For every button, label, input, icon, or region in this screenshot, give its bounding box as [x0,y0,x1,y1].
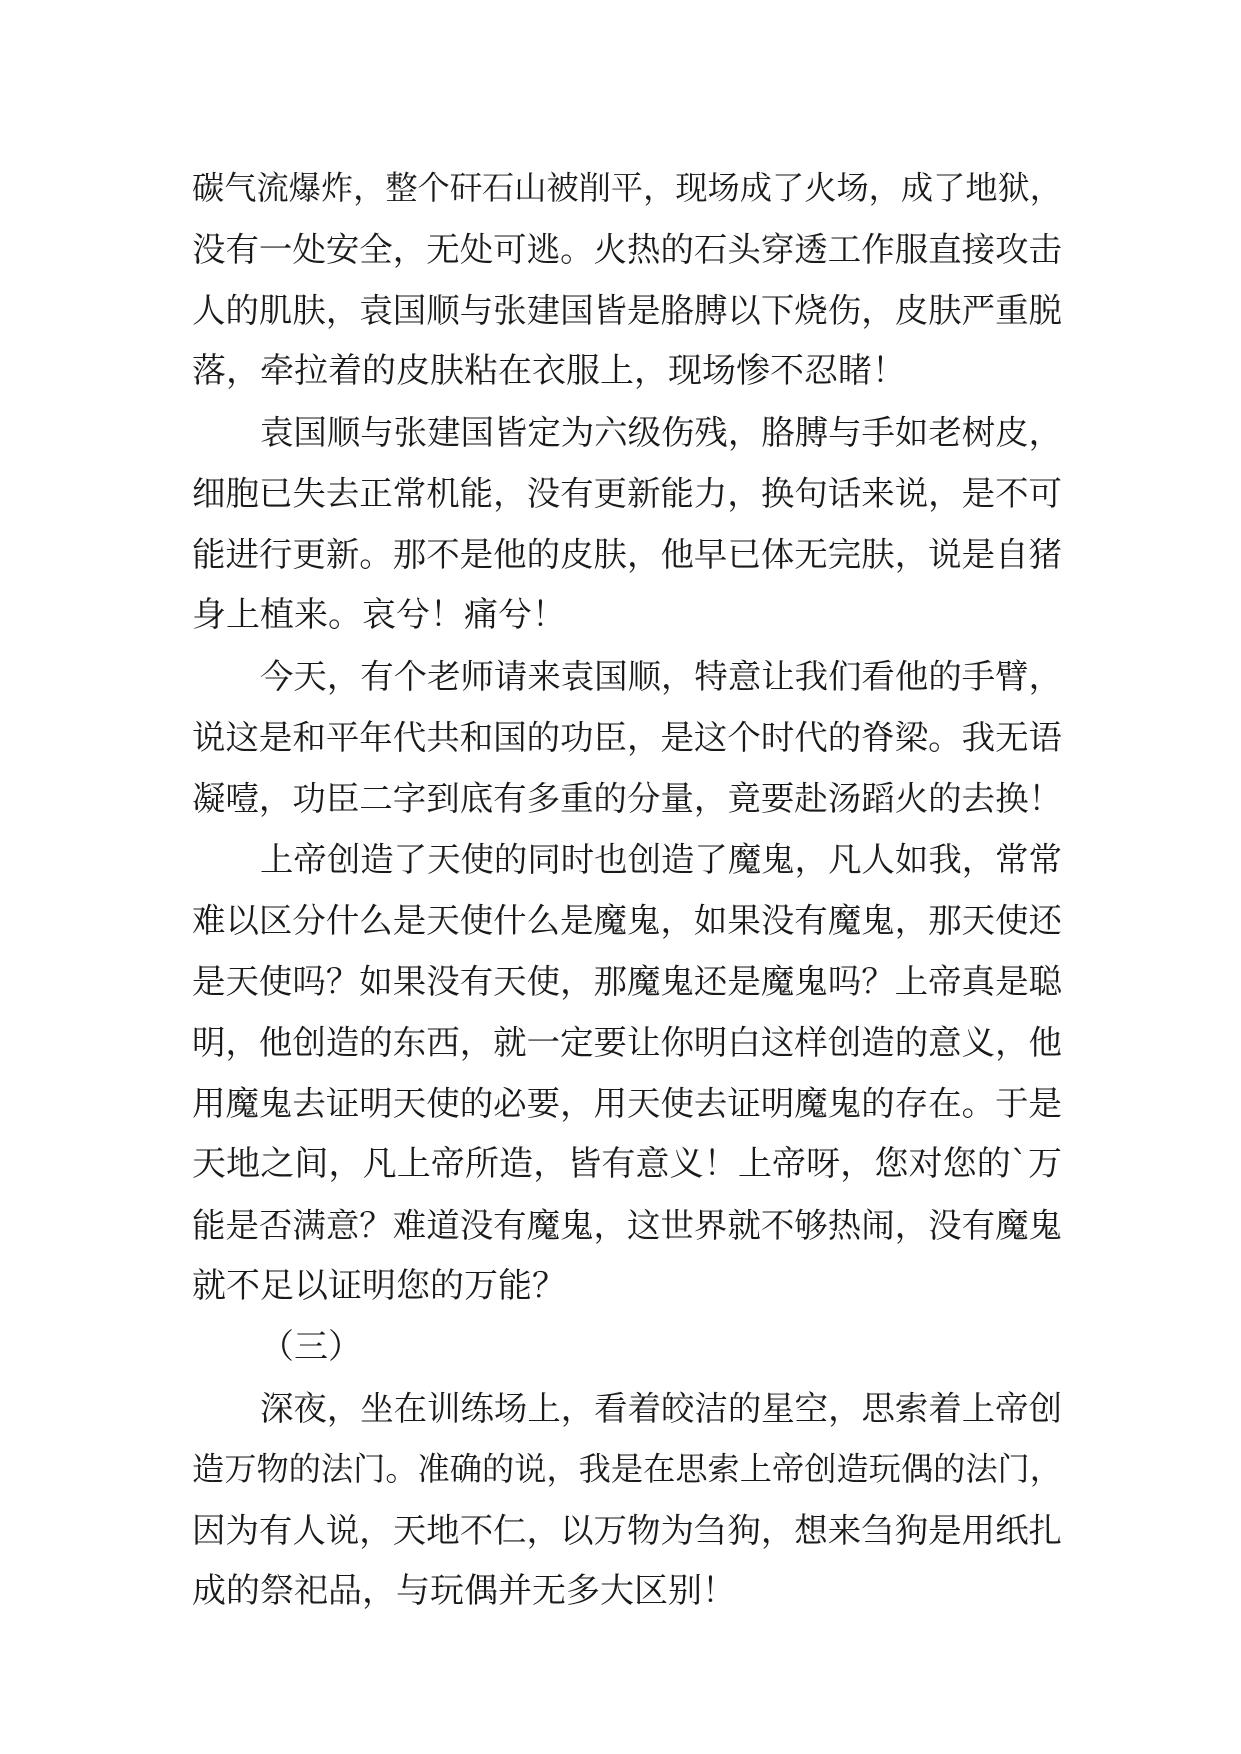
text-line: 能是否满意？难道没有魔鬼，这世界就不够热闹，没有魔鬼 [192,1206,1062,1245]
text-line: 天地之间，凡上帝所造，皆有意义！上帝呀，您对您的`万 [192,1144,1062,1184]
text-line: 上帝创造了天使的同时也创造了魔鬼，凡人如我，常常 [260,840,1062,879]
text-line: 人的肌肤，袁国顺与张建国皆是胳膊以下烧伤，皮肤严重脱 [192,291,1062,330]
text-line: 凝噎，功臣二字到底有多重的分量，竟要赴汤蹈火的去换！ [192,779,1062,818]
text-line: 成的祭祀品，与玩偶并无多大区别！ [192,1571,736,1611]
body-text [192,158,1062,1622]
text-line: 细胞已失去正常机能，没有更新能力，换句话来说，是不可 [192,474,1062,513]
text-line: 袁国顺与张建国皆定为六级伤残，胳膊与手如老树皮， [260,413,1062,452]
text-line: 身上植来。哀兮！痛兮！ [192,595,566,635]
text-line: 是天使吗？如果没有天使，那魔鬼还是魔鬼吗？上帝真是聪 [192,962,1062,1001]
text-line: 因为有人说，天地不仁，以万物为刍狗，想来刍狗是用纸扎 [192,1511,1062,1550]
text-line: 用魔鬼去证明天使的必要，用天使去证明魔鬼的存在。于是 [192,1084,1062,1123]
text-line: 深夜，坐在训练场上，看着皎洁的星空，思索着上帝创 [260,1389,1062,1428]
text-line: 造万物的法门。准确的说，我是在思索上帝创造玩偶的法门， [192,1450,1062,1488]
section-heading: （三） [260,1327,362,1367]
text-line: 今天，有个老师请来袁国顺，特意让我们看他的手臂， [260,657,1062,696]
text-line: 难以区分什么是天使什么是魔鬼，如果没有魔鬼，那天使还 [192,901,1062,940]
text-line: 说这是和平年代共和国的功臣，是这个时代的脊梁。我无语 [192,718,1062,757]
text-line: 落，牵拉着的皮肤粘在衣服上，现场惨不忍睹！ [192,351,906,391]
text-line: 就不足以证明您的万能？ [192,1266,566,1306]
text-line: 碳气流爆炸，整个矸石山被削平，现场成了火场，成了地狱， [192,169,1062,207]
text-line: 能进行更新。那不是他的皮肤，他早已体无完肤，说是自猪 [192,535,1062,574]
text-line: 明，他创造的东西，就一定要让你明白这样创造的意义，他 [192,1023,1062,1062]
text-line: 没有一处安全，无处可逃。火热的石头穿透工作服直接攻击 [192,230,1062,269]
